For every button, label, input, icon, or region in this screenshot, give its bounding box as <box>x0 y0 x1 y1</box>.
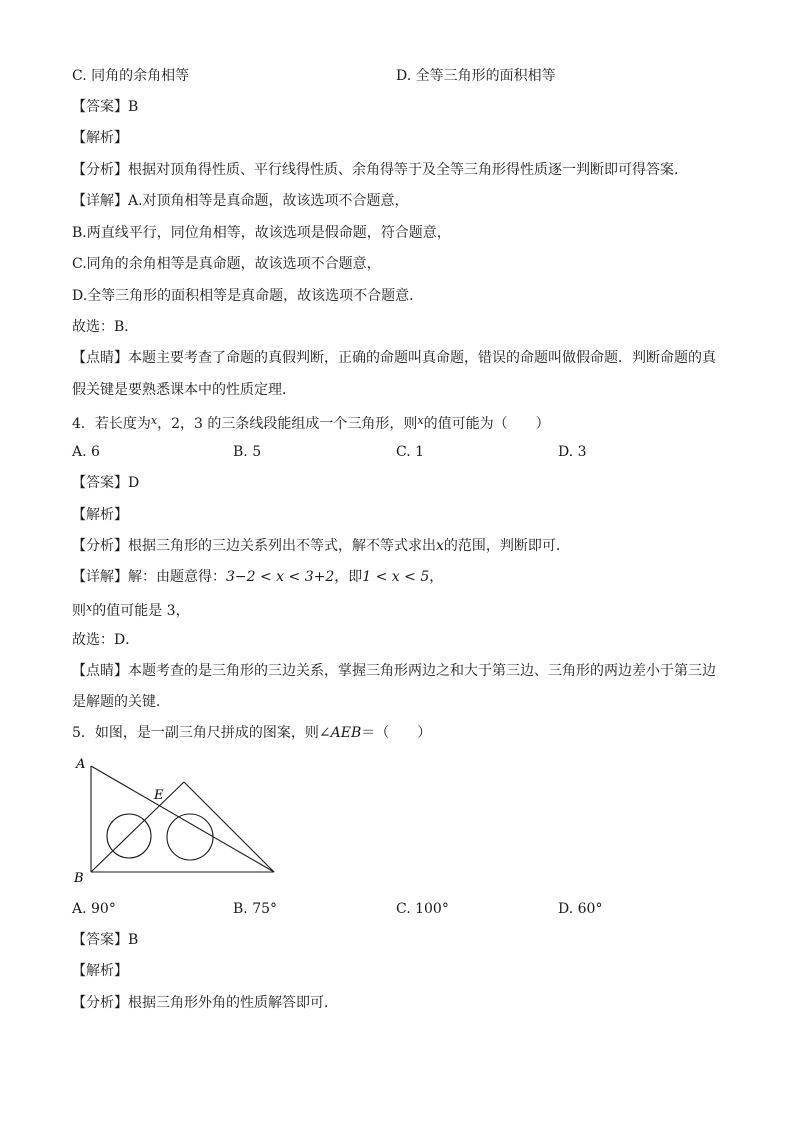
q5-option-b[interactable]: B. 75° <box>233 901 278 917</box>
q4-inequality-2: 1 < x < 5 <box>362 569 430 585</box>
q3-option-c[interactable]: C. 同角的余角相等 <box>72 68 190 84</box>
q4-detail-part3: ， <box>429 569 444 585</box>
q4-stem-part3: 的值可能为（ ） <box>423 416 550 432</box>
q5-label-a: A <box>76 757 86 772</box>
q4-variable-x: x <box>436 538 444 554</box>
q5-answer: 【答案】B <box>72 932 139 948</box>
q4-option-b[interactable]: B. 5 <box>233 444 262 460</box>
q5-option-a[interactable]: A. 90° <box>72 901 116 917</box>
q4-inequality-1: 3−2 < x < 3+2 <box>226 569 335 585</box>
q5-analysis: 【分析】根据三角形外角的性质解答即可． <box>72 995 338 1011</box>
q4-analysis <box>72 536 570 556</box>
q3-detail-d: D.全等三角形的面积相等是真命题，故该选项不合题意． <box>72 288 424 304</box>
q5-ruler-hole-right <box>167 814 213 860</box>
q4-option-a[interactable]: A. 6 <box>72 444 100 460</box>
q4-options-row <box>72 442 722 462</box>
q5-stem <box>72 723 431 743</box>
q4-analysis-part2: 的范围，判断即可． <box>443 538 570 554</box>
q5-stem-part2: ＝（ ） <box>361 725 432 741</box>
q4-answer: 【答案】D <box>72 475 140 491</box>
q4-variable-x: x <box>86 601 93 614</box>
q4-stem <box>72 411 550 434</box>
q5-option-d[interactable]: D. 60° <box>558 901 603 917</box>
q3-detail-c: C.同角的余角相等是真命题，故该选项不合题意， <box>72 256 381 272</box>
q3-option-d[interactable]: D. 全等三角形的面积相等 <box>396 68 556 84</box>
q5-option-c[interactable]: C. 100° <box>396 901 449 917</box>
q5-jiexi-heading: 【解析】 <box>72 963 128 979</box>
q5-label-b: B <box>74 871 84 886</box>
q3-detail-b: B.两直线平行，同位角相等，故该选项是假命题，符合题意， <box>72 225 451 241</box>
q4-conclusion-part2: 的值可能是 3， <box>92 603 190 619</box>
q4-analysis-part1: 【分析】根据三角形的三边关系列出不等式，解不等式求出 <box>72 538 436 554</box>
q5-ruler-hypotenuse-b <box>91 782 184 872</box>
q4-comment-line1: 【点睛】本题考查的是三角形的三边关系，掌握三角形两边之和大于第三边、三角形的两边差小于第三边 <box>72 663 716 679</box>
q4-variable-x: x <box>150 414 158 427</box>
q4-option-c[interactable]: C. 1 <box>396 444 425 460</box>
q4-detail-part1: 【详解】解：由题意得： <box>72 569 226 585</box>
q4-variable-x: x <box>417 414 424 427</box>
q5-ruler-hole-left <box>107 814 151 858</box>
q4-choice: 故选：D． <box>72 632 140 648</box>
q3-options-row-cd <box>72 66 722 86</box>
q3-comment-line1: 【点睛】本题主要考查了命题的真假判断，正确的命题叫真命题，错误的命题叫做假命题．判断命题的真 <box>72 350 716 366</box>
q4-comment-line2: 是解题的关键． <box>72 694 170 710</box>
q3-jiexi-heading: 【解析】 <box>72 130 128 146</box>
q3-choice: 故选：B． <box>72 319 139 335</box>
q3-analysis: 【分析】根据对顶角得性质、平行线得性质、余角得等于及全等三角形得性质逐一判断即可得答案． <box>72 162 688 178</box>
q4-jiexi-heading: 【解析】 <box>72 507 128 523</box>
q5-options-row <box>72 899 722 919</box>
q5-label-e: E <box>154 788 164 803</box>
q4-stem-part1: 4．若长度为 <box>72 416 151 432</box>
q4-detail-part2: ，即 <box>334 569 363 585</box>
q3-comment-line2: 假关键是要熟悉课本中的性质定理． <box>72 382 296 398</box>
q4-conclusion <box>72 598 190 621</box>
q4-stem-part2: ，2，3 的三条线段能组成一个三角形，则 <box>157 416 418 432</box>
q4-detail <box>72 567 443 587</box>
q5-stem-part1: 5．如图，是一副三角尺拼成的图案，则 <box>72 725 319 741</box>
q4-conclusion-part1: 则 <box>72 603 86 619</box>
q5-angle-aeb: ∠AEB <box>318 725 362 741</box>
q3-answer: 【答案】B <box>72 99 139 115</box>
q5-ruler-hypotenuse-a <box>91 766 274 872</box>
q5-figure-triangle-rulers <box>70 752 290 886</box>
q3-detail-a: 【详解】A.对顶角相等是真命题，故该选项不合题意， <box>72 193 409 209</box>
q4-option-d[interactable]: D. 3 <box>558 444 587 460</box>
